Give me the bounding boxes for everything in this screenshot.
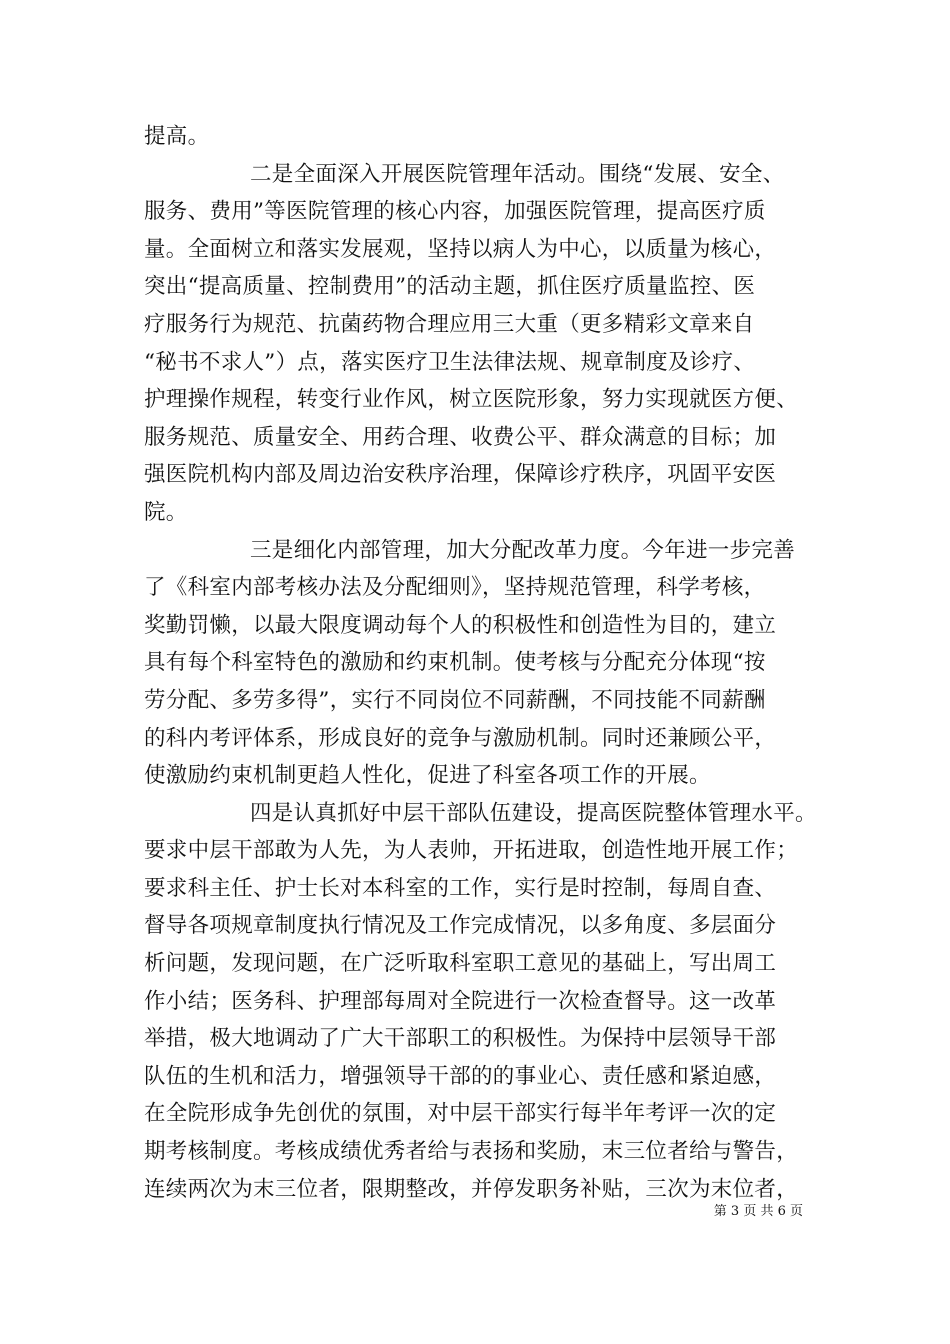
text-line: 作小结；医务科、护理部每周对全院进行一次检查督导。这一改革 (144, 988, 777, 1014)
text-line: 强医院机构内部及周边治安秩序治理，保障诊疗秩序，巩固平安医 (144, 462, 777, 488)
text-line: 督导各项规章制度执行情况及工作完成情况，以多角度、多层面分 (144, 913, 777, 939)
text-line: 服务、费用”等医院管理的核心内容，加强医院管理，提高医疗质 (144, 199, 766, 225)
paragraph-2-start: 二是全面深入开展医院管理年活动。围绕“发展、安全、 (250, 161, 785, 187)
text-line: 在全院形成争先创优的氛围，对中层干部实行每半年考评一次的定 (144, 1101, 777, 1127)
text-line: 劳分配、多劳多得”，实行不同岗位不同薪酬，不同技能不同薪酬 (144, 687, 766, 713)
text-line: 队伍的生机和活力，增强领导干部的的事业心、责任感和紧迫感， (144, 1063, 777, 1089)
text-line: 析问题，发现问题，在广泛听取科室职工意见的基础上，写出周工 (144, 951, 777, 977)
text-line: 了《科室内部考核办法及分配细则》，坚持规范管理，科学考核， (144, 575, 766, 601)
text-line: 具有每个科室特色的激励和约束机制。使考核与分配充分体现“按 (144, 650, 766, 676)
text-line: 奖勤罚懒，以最大限度调动每个人的积极性和创造性为目的，建立 (144, 612, 777, 638)
text-line: 疗服务行为规范、抗菌药物合理应用三大重（更多精彩文章来自 (144, 311, 755, 337)
text-line: “秘书不求人”）点，落实医疗卫生法律法规、规章制度及诊疗、 (144, 349, 756, 375)
text-line: 的科内考评体系，形成良好的竞争与激励机制。同时还兼顾公平， (144, 725, 777, 751)
text-line: 期考核制度。考核成绩优秀者给与表扬和奖励，末三位者给与警告， (144, 1139, 799, 1165)
text-line: 要求中层干部敢为人先，为人表帅，开拓进取，创造性地开展工作； (144, 838, 799, 864)
text-line: 提高。 (144, 124, 210, 149)
text-line: 使激励约束机制更趋人性化，促进了科室各项工作的开展。 (144, 763, 711, 789)
paragraph-3-start: 三是细化内部管理，加大分配改革力度。今年进一步完善 (250, 537, 796, 563)
text-line: 量。全面树立和落实发展观，坚持以病人为中心，以质量为核心， (144, 236, 777, 262)
text-line: 护理操作规程，转变行业作风，树立医院形象，努力实现就医方便、 (144, 387, 799, 413)
text-line: 服务规范、质量安全、用药合理、收费公平、群众满意的目标；加 (144, 424, 777, 450)
paragraph-4-start: 四是认真抓好中层干部队伍建设，提高医院整体管理水平。 (250, 800, 817, 826)
page-number-footer: 第 3 页 共 6 页 (713, 1204, 803, 1219)
text-line: 要求科主任、护士长对本科室的工作，实行是时控制，每周自查、 (144, 875, 777, 901)
text-line: 院。 (144, 499, 188, 525)
text-line: 举措，极大地调动了广大干部职工的积极性。为保持中层领导干部 (144, 1026, 777, 1052)
text-line: 连续两次为末三位者，限期整改，并停发职务补贴，三次为末位者， (144, 1176, 799, 1202)
body-text (144, 118, 824, 1208)
text-line: 突出“提高质量、控制费用”的活动主题，抓住医疗质量监控、医 (144, 274, 756, 300)
